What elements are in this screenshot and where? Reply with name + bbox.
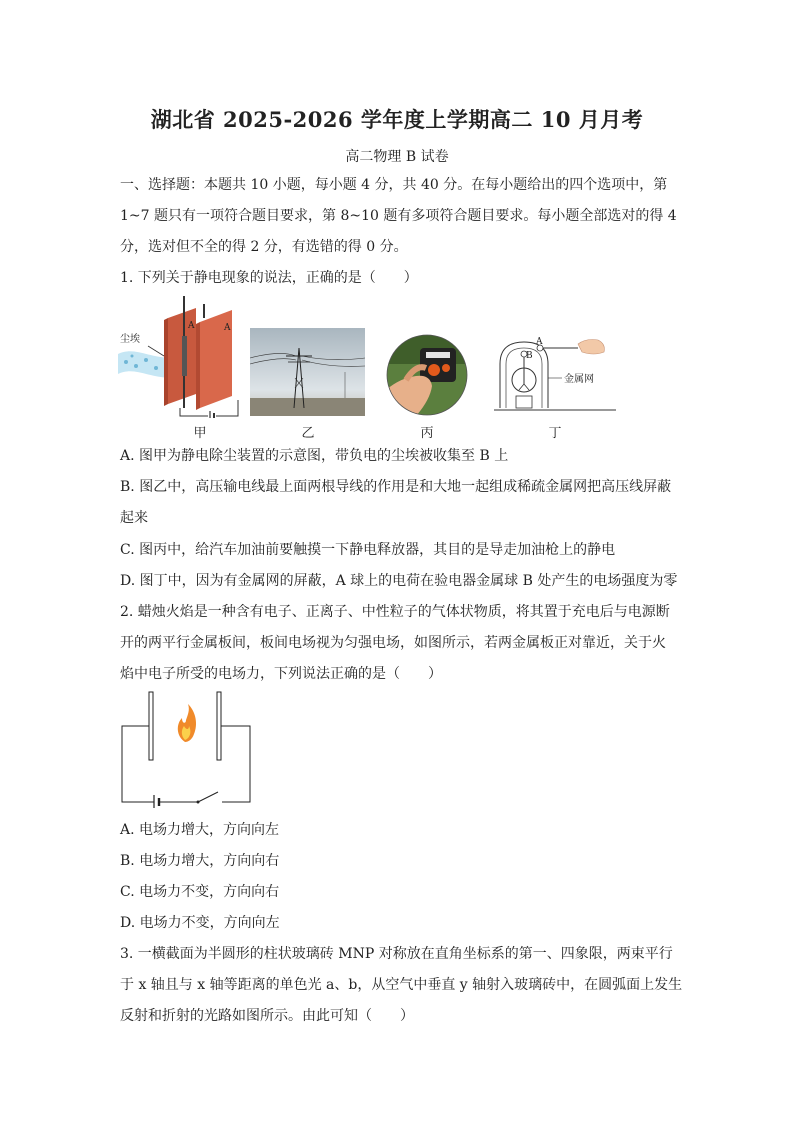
q1-option-c: C. 图丙中，给汽车加油前要触摸一下静电释放器，其目的是导走加油枪上的静电 [120,542,616,558]
q3-stem-3: 反射和折射的光路如图所示。由此可知（ ） [120,1008,414,1024]
section-instructions-2: 1~7 题只有一项符合题目要求，第 8~10 题有多项符合题目要求。每小题全部选对的得 4 [120,208,677,224]
q1-option-d: D. 图丁中，因为有金属网的屏蔽，A 球上的电荷在验电器金属球 B 处产生的电场强度为零 [120,573,678,589]
q2-option-d: D. 电场力不变，方向向左 [120,915,280,931]
left-plate [149,692,153,760]
q2-option-c: C. 电场力不变，方向向右 [120,884,280,900]
ball-label-a: A [536,337,543,347]
q3-stem-2: 于 x 轴且与 x 轴等距离的单色光 a、b，从空气中垂直 y 轴射入玻璃砖中，在圆弧面上发生 [120,977,683,993]
q1-option-b-1: B. 图乙中，高压输电线最上面两根导线的作用是和大地一起组成稀疏金属网把高压线屏蔽 [120,479,672,495]
plate-label-a2: A [224,323,231,333]
q3-stem-1: 3. 一横截面为半圆形的柱状玻璃砖 MNP 对称放在直角坐标系的第一、四象限，两束平行 [120,946,673,962]
q2-option-a: A. 电场力增大，方向向左 [120,822,280,838]
q2-stem-1: 2. 蜡烛火焰是一种含有电子、正离子、中性粒子的气体状物质，将其置于充电后与电源断 [120,604,670,620]
dust-label: 尘埃 [120,334,140,345]
fig-jia-precipitator [118,296,248,418]
switch [198,792,218,802]
section-instructions-1: 一、选择题：本题共 10 小题，每小题 4 分，共 40 分。在每小题给出的四个选项中，第 [120,177,668,193]
plate-label-a1: A [188,321,195,331]
caption-ding: 丁 [548,426,562,441]
ball-label-b: B [526,351,533,361]
right-plate [217,692,221,760]
exam-subtitle: 高二物理 B 试卷 [345,149,449,165]
fig-candle-capacitor [118,690,254,808]
q1-option-b-2: 起来 [120,510,148,526]
q2-stem-3: 焰中电子所受的电场力，下列说法正确的是（ ） [120,666,442,682]
caption-yi: 乙 [301,426,315,441]
q1-option-a: A. 图甲为静电除尘装置的示意图，带负电的尘埃被收集至 B 上 [120,448,509,464]
section-instructions-3: 分，选对但不全的得 2 分，有选错的得 0 分。 [120,239,408,255]
caption-jia: 甲 [193,426,207,441]
fig-bing-discharger [386,334,468,416]
q1-stem: 1. 下列关于静电现象的说法，正确的是（ ） [120,270,418,286]
exam-title: 湖北省 2025-2026 学年度上学期高二 10 月月考 [150,107,644,132]
q2-option-b: B. 电场力增大，方向向右 [120,853,280,869]
caption-bing: 丙 [420,426,434,441]
fig-yi-powerline [250,328,365,416]
fig-ding-electroscope [494,334,620,414]
q2-stem-2: 开的两平行金属板间，板间电场视为匀强电场，如图所示，若两金属板正对靠近，关于火 [120,635,666,651]
mesh-label: 金属网 [564,374,594,385]
